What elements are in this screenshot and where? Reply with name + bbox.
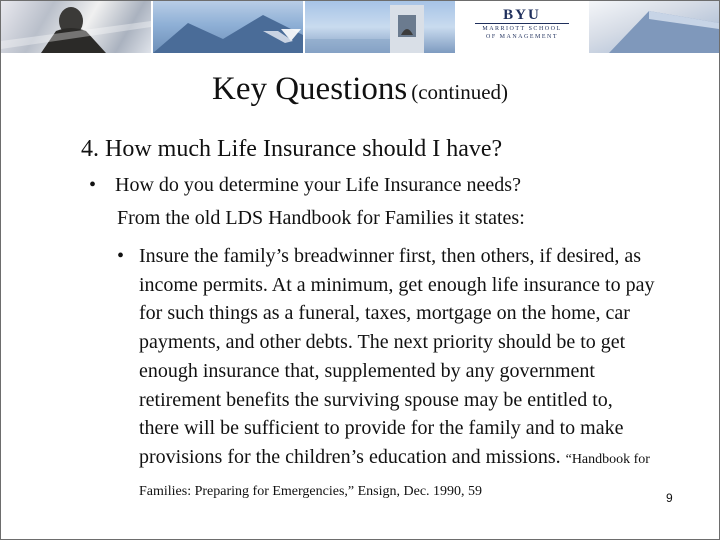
logo-rule-top	[475, 23, 569, 24]
bullet-text: How do you determine your Life Insurance needs?	[115, 174, 521, 196]
citation: “Handbook for Families: Preparing for Emergencies,” Ensign, Dec. 1990, 59	[139, 451, 650, 499]
slide-title	[1, 71, 719, 108]
statue-illustration	[1, 1, 151, 53]
quote-body	[117, 242, 657, 506]
sub-bullet-quote	[117, 242, 657, 506]
bullet-item	[89, 174, 709, 197]
handbook-intro: From the old LDS Handbook for Families it states:	[117, 207, 525, 229]
banner-photo-y-mountain	[153, 1, 303, 53]
mountain-illustration	[153, 1, 303, 53]
banner-photo-statue	[1, 1, 151, 53]
question-heading: 4. How much Life Insurance should I have?	[81, 136, 503, 162]
logo-sub-line2: OF MANAGEMENT	[486, 34, 558, 40]
banner-photo-bell-tower	[305, 1, 455, 53]
bullet-icon: •	[89, 174, 97, 196]
title-suffix: (continued)	[411, 80, 509, 104]
building-illustration	[589, 1, 719, 53]
sub-bullet-icon: •	[117, 245, 125, 267]
header-banner	[1, 1, 719, 53]
byu-logo	[457, 1, 587, 53]
title-main: Key Questions	[211, 71, 408, 107]
bell-tower-illustration	[305, 1, 455, 53]
page-number: 9	[666, 491, 673, 505]
logo-main-text: BYU	[503, 7, 541, 23]
logo-sub-line1: MARRIOTT SCHOOL	[482, 26, 562, 32]
quote-text: Insure the family’s breadwinner first, then others, if desired, as income permits. At a minimum, get enough life insurance to pay for such things as a funeral, taxes, mortgage on the home, car payments, and other debts. The next priority should be to get enough insurance that, supplemented by any government retirement benefits the surviving spouse may be entitled to, there will be sufficient to provide for the family and to make provisions for the children’s education and missions.	[139, 245, 655, 468]
banner-photo-building	[589, 1, 719, 53]
